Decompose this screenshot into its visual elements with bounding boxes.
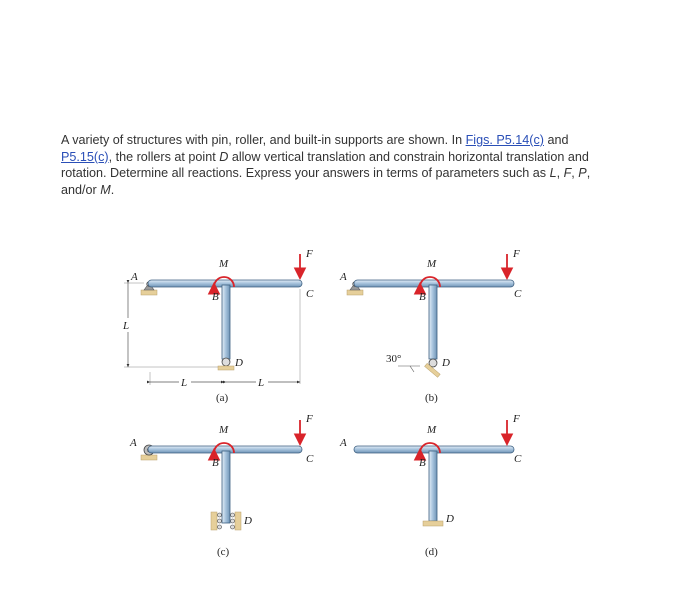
beam-vertical-d	[429, 451, 437, 521]
caption-c: (c)	[217, 546, 230, 558]
beam-vertical-b	[429, 285, 437, 359]
label-c-a: C	[306, 288, 314, 300]
label-c-d: C	[514, 453, 522, 465]
link-fig-p5-15c[interactable]: P5.15(c)	[61, 149, 109, 164]
var-p: P	[578, 166, 587, 181]
label-c-c: C	[306, 453, 314, 465]
label-f-b: F	[513, 248, 520, 260]
label-b-a: B	[212, 291, 219, 303]
structure-a	[120, 248, 314, 404]
label-d-d: D	[446, 513, 454, 525]
label-m-d: M	[427, 424, 437, 436]
dim-label-l-left-a: L	[181, 377, 188, 389]
angle-label-b: 30°	[386, 353, 402, 365]
problem-text-1: A variety of structures with pin, roller, and built-in supports are shown. In	[61, 133, 466, 147]
roller-support-d-a	[218, 358, 234, 370]
label-f-d: F	[513, 413, 520, 425]
label-d-b: D	[442, 357, 450, 369]
dim-label-l-right-a: L	[258, 377, 265, 389]
label-b-b: B	[419, 291, 426, 303]
structure-d	[339, 413, 522, 558]
caption-d: (d)	[425, 546, 438, 558]
beam-vertical-c	[222, 451, 230, 523]
label-a-c: A	[130, 437, 137, 449]
dim-label-l-vertical-a: L	[123, 320, 130, 332]
label-b-c: B	[212, 457, 219, 469]
problem-text-7: , and/or	[61, 166, 591, 197]
link-fig-p5-14c[interactable]: Figs. P5.14(c)	[465, 133, 544, 147]
var-f: F	[563, 166, 572, 181]
var-l: L	[549, 166, 557, 181]
problem-text-6: ,	[571, 166, 579, 181]
problem-text-5: ,	[556, 166, 564, 181]
angle-arc-b	[410, 366, 414, 372]
var-d: D	[219, 149, 229, 164]
label-m-b: M	[427, 258, 437, 270]
var-m: M	[100, 182, 111, 197]
beam-vertical-a	[222, 285, 230, 359]
problem-text-4: allow vertical translation and constrain horizontal translation and rotation. Determine all reactions. Express your answers in terms of parameters such as	[61, 149, 589, 181]
label-m-a: M	[219, 258, 229, 270]
problem-text-3: , the rollers at point	[108, 149, 220, 164]
problem-text-2: and	[543, 133, 569, 147]
caption-a: (a)	[216, 392, 229, 404]
structure-c	[129, 413, 314, 558]
label-b-d: B	[419, 457, 426, 469]
roller-support-d-b	[425, 359, 441, 377]
label-d-c: D	[244, 515, 252, 527]
fixed-support-d	[423, 521, 443, 526]
label-a-b: A	[340, 271, 347, 283]
label-m-c: M	[219, 424, 229, 436]
caption-b: (b)	[425, 392, 438, 404]
label-c-b: C	[514, 288, 522, 300]
label-f-c: F	[306, 413, 313, 425]
label-d-a: D	[235, 357, 243, 369]
label-f-a: F	[306, 248, 313, 260]
label-a-d: A	[340, 437, 347, 449]
problem-text-8: .	[110, 182, 115, 197]
label-a-a: A	[131, 271, 138, 283]
structure-b	[339, 248, 522, 404]
